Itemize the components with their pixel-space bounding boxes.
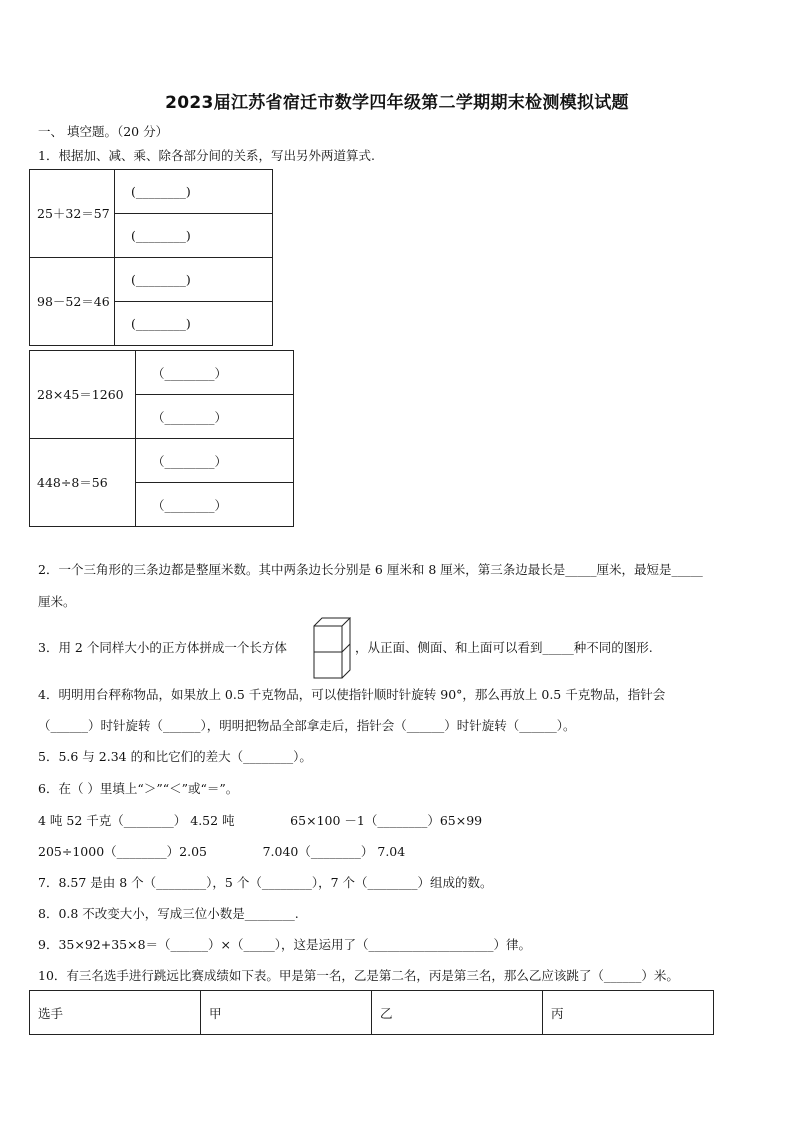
- answer-blank[interactable]: (________): [115, 302, 273, 346]
- question-6-row-2: 205÷1000（________）2.05 7.040（________） 7.04: [38, 844, 406, 859]
- question-1-table-a: [29, 169, 273, 346]
- question-3-before: 3．用 2 个同样大小的正方体拼成一个长方体: [38, 640, 287, 655]
- answer-blank[interactable]: （________）: [136, 483, 294, 527]
- header-cell-bing: 丙: [543, 991, 714, 1035]
- question-1-text: 1．根据加、减、乘、除各部分间的关系，写出另外两道算式.: [38, 148, 375, 163]
- question-10-table: [29, 990, 714, 1035]
- equation-cell: 98－52＝46: [30, 258, 115, 346]
- answer-blank[interactable]: (________): [115, 258, 273, 302]
- question-3-after: ，从正面、侧面、和上面可以看到_____种不同的图形.: [355, 640, 653, 655]
- answer-blank[interactable]: （________）: [136, 351, 294, 395]
- equation-cell: 28×45＝1260: [30, 351, 136, 439]
- answer-blank[interactable]: （________）: [136, 395, 294, 439]
- question-5: 5．5.6 与 2.34 的和比它们的差大（________）。: [38, 749, 312, 764]
- question-8: 8．0.8 不改变大小，写成三位小数是________.: [38, 906, 299, 921]
- section-heading: 一、 填空题。（20 分）: [38, 124, 169, 139]
- question-4-line-1: 4．明明用台秤称物品，如果放上 0.5 千克物品，可以使指针顺时针旋转 90°，那么再放上 0.5 千克物品，指针会: [38, 687, 666, 702]
- answer-blank[interactable]: (________): [115, 170, 273, 214]
- header-cell-yi: 乙: [372, 991, 543, 1035]
- question-4-line-2: （______）时针旋转（______），明明把物品全部拿走后，指针会（______）时针旋转（______）。: [38, 718, 576, 733]
- answer-blank[interactable]: （________）: [136, 439, 294, 483]
- answer-blank[interactable]: (________): [115, 214, 273, 258]
- question-7: 7．8.57 是由 8 个（________），5 个（________），7 个（________）组成的数。: [38, 875, 493, 890]
- question-1-table-b: [29, 350, 294, 527]
- header-cell-jia: 甲: [201, 991, 372, 1035]
- header-cell-athlete: 选手: [30, 991, 201, 1035]
- cuboid-figure-icon: [313, 617, 351, 679]
- equation-cell: 448÷8＝56: [30, 439, 136, 527]
- question-6-text: 6．在（ ）里填上“＞”“＜”或“＝”。: [38, 781, 239, 796]
- page-title: 2023届江苏省宿迁市数学四年级第二学期期末检测模拟试题: [165, 93, 629, 113]
- question-6-row-1: 4 吨 52 千克（________） 4.52 吨 65×100 －1（________）65×99: [38, 813, 483, 828]
- question-2-line-2: 厘米。: [38, 594, 76, 609]
- equation-cell: 25＋32＝57: [30, 170, 115, 258]
- question-10-text: 10．有三名选手进行跳远比赛成绩如下表。甲是第一名，乙是第二名，丙是第三名，那么乙应该跳了（______）米。: [38, 968, 679, 983]
- question-9: 9．35×92+35×8＝（______）×（_____），这是运用了（____________________）律。: [38, 937, 532, 952]
- question-2-line-1: 2．一个三角形的三条边都是整厘米数。其中两条边长分别是 6 厘米和 8 厘米，第三条边最长是_____厘米，最短是_____: [38, 562, 703, 577]
